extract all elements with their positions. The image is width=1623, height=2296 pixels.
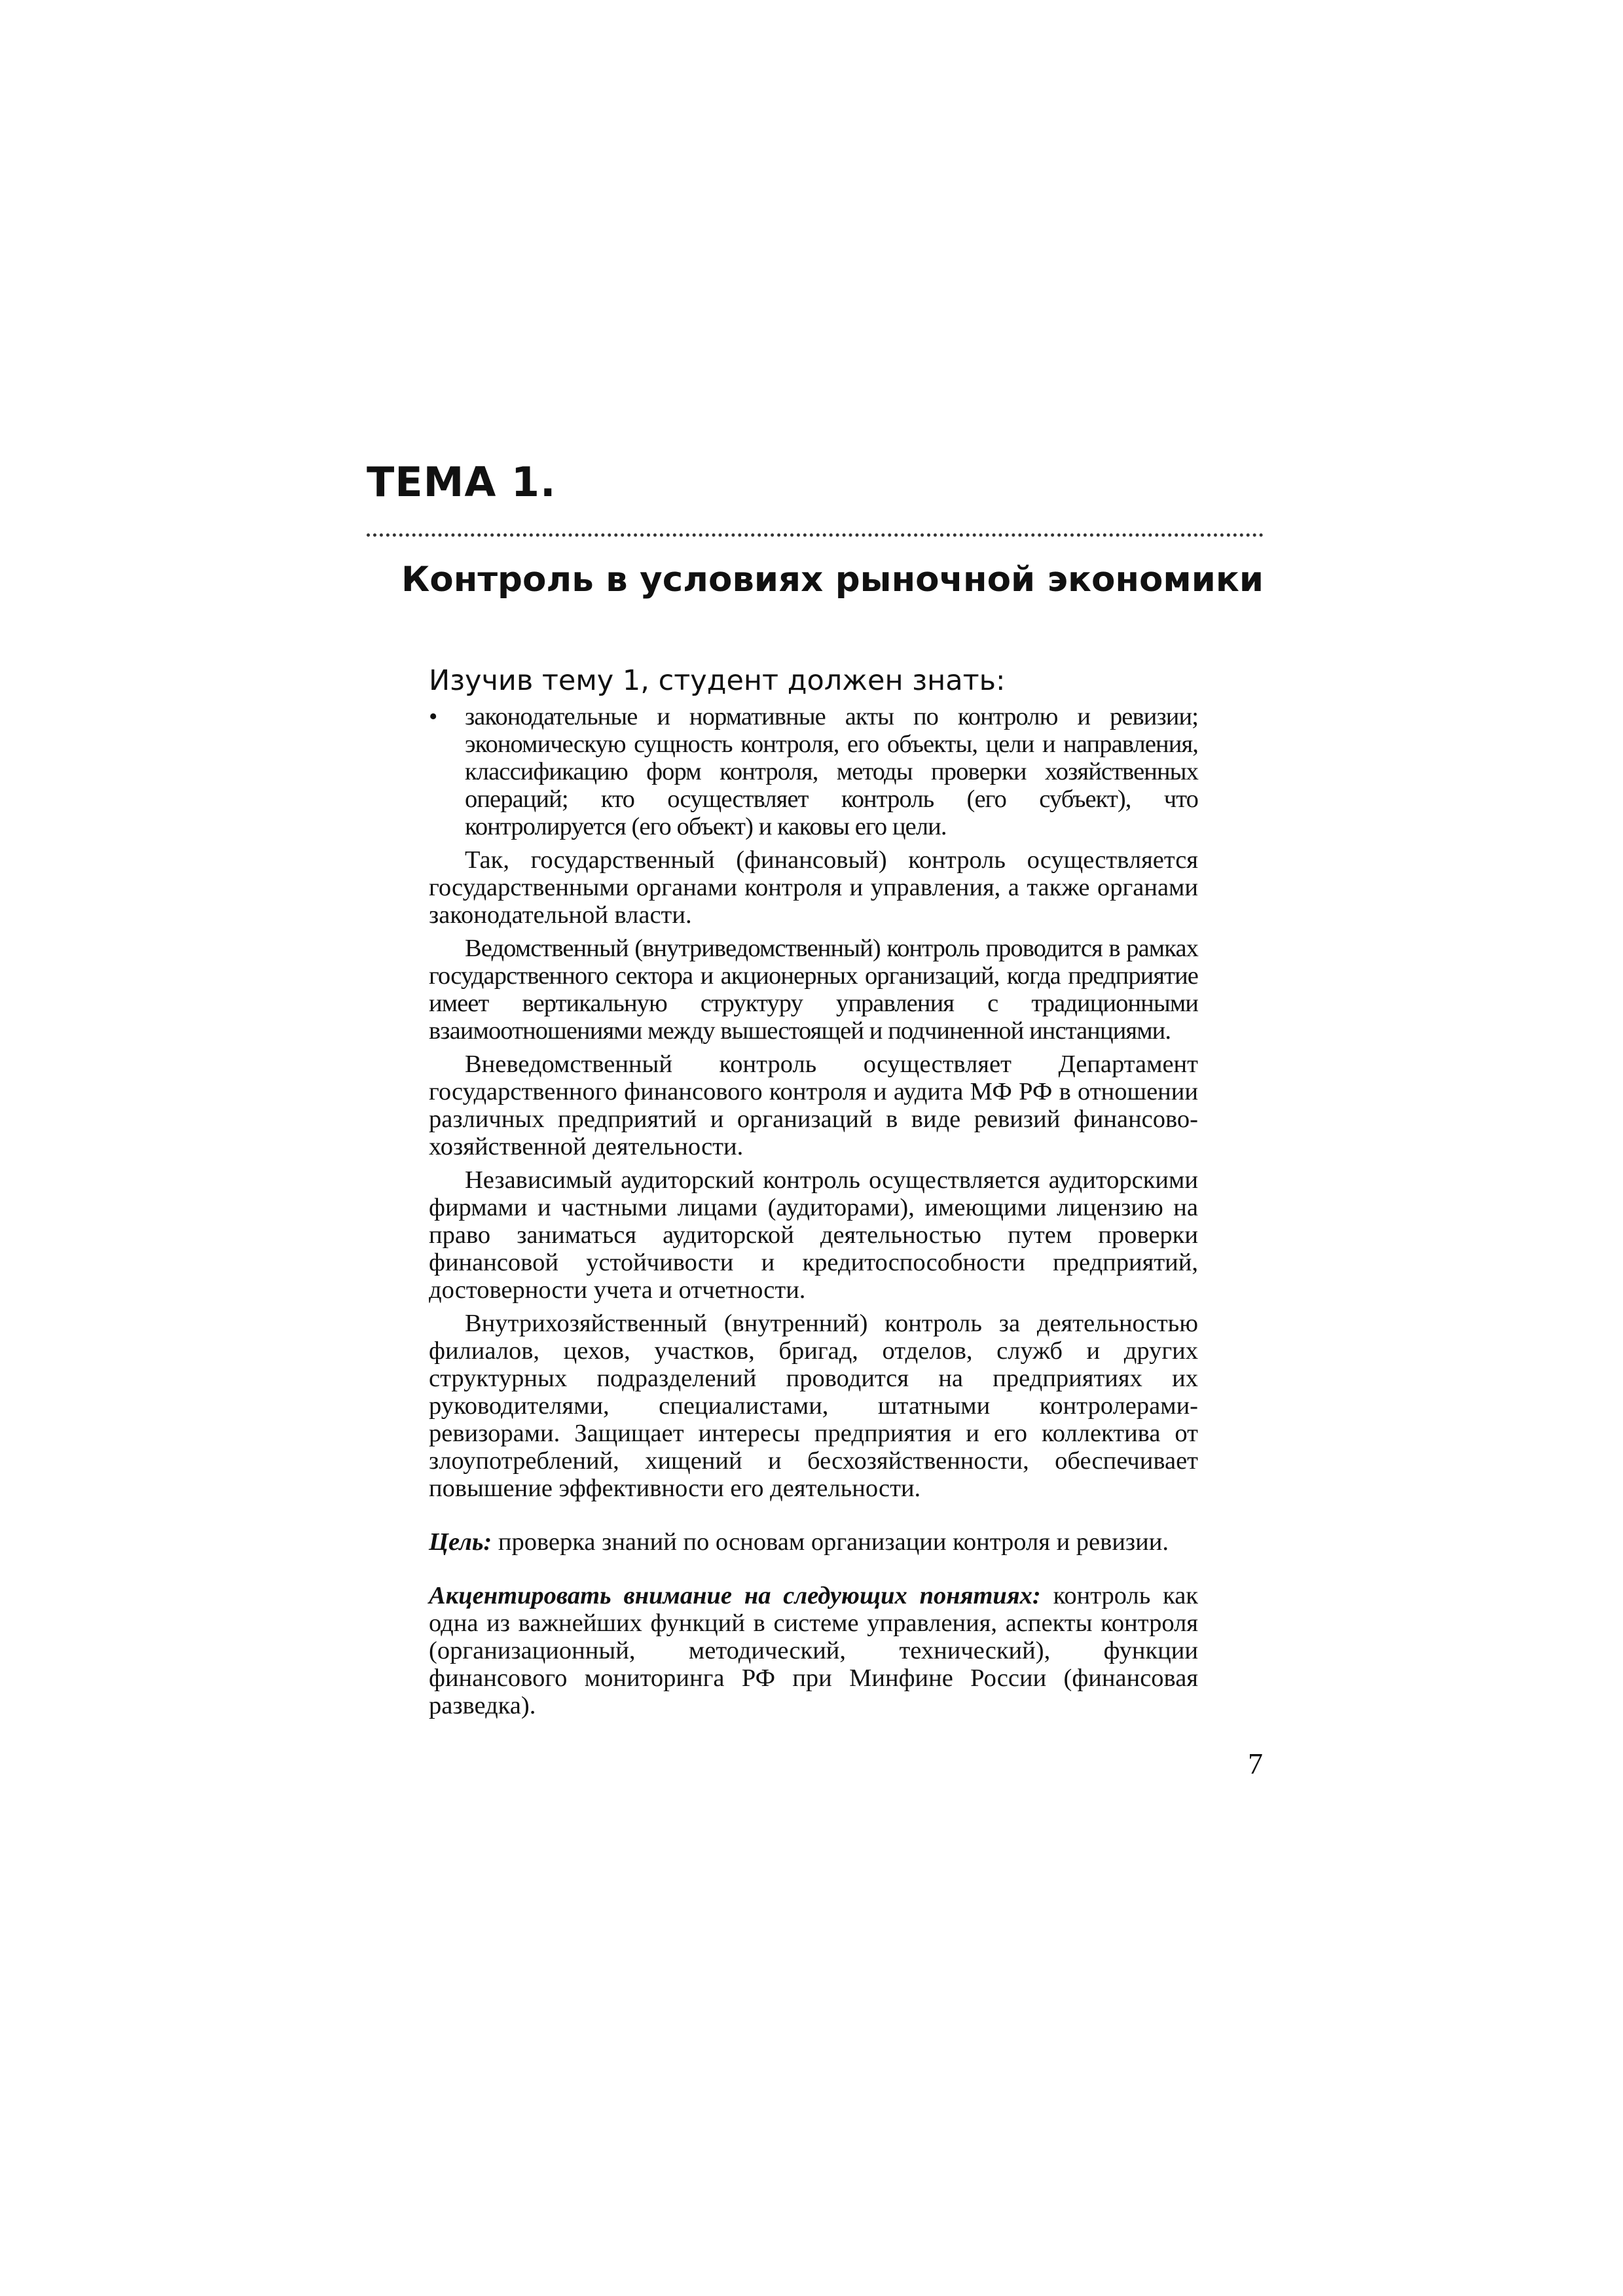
paragraph-internal-control: Внутрихозяйственный (внутренний) контроль за деятельностью филиалов, цехов, участков, бригад, отделов, служб и других структурных подразделений проводится на предприятиях их руководителями, специалистами, штатными контролерами-ревизорами. Защищает интересы предприятия и его коллектива от злоупотреблений, хищений и бесхозяйственности, обеспечивает повышение эффективности его деятельности. xyxy=(429,1310,1198,1502)
chapter-title: Контроль в условиях рыночной экономики xyxy=(401,560,1264,600)
intro-heading: Изучив тему 1, студент должен знать: xyxy=(429,664,1006,697)
page-body xyxy=(429,662,1198,1719)
page-number: 7 xyxy=(1248,1747,1263,1780)
knowledge-list xyxy=(429,703,1198,840)
focus-statement xyxy=(429,1582,1198,1719)
paragraph-audit-control: Независимый аудиторский контроль осуществляется аудиторскими фирмами и частными лицами (аудиторами), имеющими лицензию на право заниматься аудиторской деятельностью путем проверки финансовой устойчивости и кредитоспособности предприятий, достоверности учета и отчетности. xyxy=(429,1166,1198,1304)
focus-label: Акцентировать внимание на следующих понятиях: xyxy=(429,1582,1041,1609)
paragraph-departmental-control: Ведомственный (внутриведомственный) контроль проводится в рамках государственного сектора и акционерных организаций, когда предприятие имеет вертикальную структуру управления с традиционными взаимоотношениями между вышестоящей и подчиненной инстанциями. xyxy=(429,935,1198,1045)
paragraph-extradepartmental-control: Вневедомственный контроль осуществляет Департамент государственного финансового контроля и аудита МФ РФ в отношении различных предприятий и организаций в виде ревизий финансово-хозяйственной деятельности. xyxy=(429,1050,1198,1160)
paragraph-state-control: Так, государственный (финансовый) контроль осуществляется государственными органами контроля и управления, а также органами законодательной власти. xyxy=(429,846,1198,929)
goal-label: Цель: xyxy=(429,1528,492,1556)
goal-statement xyxy=(429,1528,1198,1556)
theme-title: ТЕМА 1. xyxy=(367,458,556,506)
goal-text: проверка знаний по основам организации контроля и ревизии. xyxy=(492,1528,1169,1556)
dotted-divider xyxy=(367,533,1264,537)
list-item: • законодательные и нормативные акты по контролю и ревизии; экономическую сущность контроля, его объекты, цели и направления, классификацию форм контроля, методы проверки хозяйственных операций; кто осуществляет контроль (его субъект), что контролируется (его объект) и каковы его цели. xyxy=(429,703,1198,840)
focus-text: контроль как одна из важнейших функций в системе управления, аспекты контроля (организационный, методический, технический), функции финансового мониторинга РФ при Минфине России (финансовая разведка). xyxy=(429,1582,1199,1719)
